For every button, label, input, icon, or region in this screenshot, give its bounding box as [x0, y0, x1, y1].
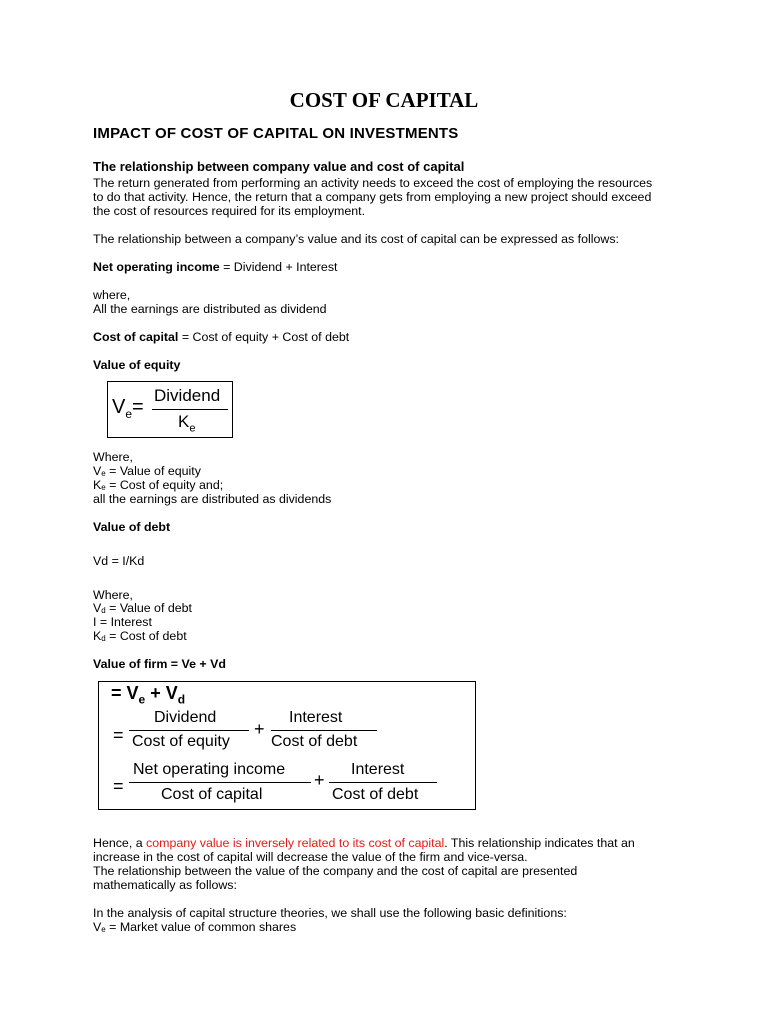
relationship-intro: The relationship between a company’s value and its cost of capital can be expressed as follows: — [93, 232, 619, 246]
value-equity-heading: Value of equity — [93, 358, 181, 372]
hence-line-1: Hence, a company value is inversely related to its cost of capital. This relationship indicates that an — [93, 836, 635, 850]
noi-numerator: Net operating income — [133, 761, 286, 778]
intro-line-2: to do that activity. Hence, the return that a company gets from employing a new project should exceed — [93, 190, 652, 204]
vd-formula: Vd = I/Kd — [93, 554, 145, 568]
intro-line-3: the cost of resources required for its employment. — [93, 204, 366, 218]
def-ve: $V_e$ = Value of equity — [93, 464, 201, 478]
section-heading: IMPACT OF COST OF CAPITAL ON INVESTMENTS — [93, 125, 459, 142]
page-title: COST OF CAPITAL — [289, 88, 479, 112]
interest-numerator-2: Interest — [351, 761, 405, 778]
where-heading: Where, — [93, 450, 133, 464]
hence-line-3: The relationship between the value of the company and the cost of capital are presented — [93, 864, 578, 878]
firm-formula-box — [98, 681, 476, 810]
equals-sign-2: = — [113, 776, 124, 796]
value-firm-heading: Value of firm = Ve + Vd — [93, 657, 226, 671]
coc-rest: = Cost of equity + Cost of debt — [178, 330, 350, 344]
firm-formula-line1: = $V_e + V_d$ — [111, 683, 186, 707]
fraction-bar — [271, 730, 377, 731]
cost-capital-denominator: Cost of capital — [161, 786, 263, 803]
interest-numerator-1: Interest — [289, 709, 343, 726]
def-kd: $K_d$ = Cost of debt — [93, 629, 187, 643]
hence-line-4: mathematically as follows: — [93, 878, 237, 892]
equity-formula-denominator: $K_e$ — [178, 412, 196, 435]
cost-debt-denominator-2: Cost of debt — [332, 786, 419, 803]
def-ke: $K_e$ = Cost of equity and; — [93, 478, 224, 492]
equity-formula-numerator: Dividend — [154, 386, 221, 405]
earnings-dividend-text: All the earnings are distributed as dividend — [93, 302, 327, 316]
intro-line-1: The return generated from performing an activity needs to exceed the cost of employing the resources — [93, 176, 653, 190]
where-text: where, — [93, 288, 131, 302]
earnings-dividends-text: all the earnings are distributed as dividends — [93, 492, 332, 506]
def-vd: $V_d$ = Value of debt — [93, 601, 192, 615]
equity-formula-lhs: $V_e=$ — [112, 396, 144, 421]
fraction-bar — [129, 782, 311, 783]
dividend-numerator: Dividend — [154, 709, 217, 726]
cost-debt-denominator-1: Cost of debt — [271, 733, 358, 750]
emphasis-text: company value is inversely related to its cost of capital — [146, 836, 445, 850]
coc-label: Cost of capital — [93, 330, 179, 344]
cost-equity-denominator: Cost of equity — [132, 733, 230, 750]
def-i: I = Interest — [93, 615, 152, 629]
coc-line — [93, 330, 349, 344]
def-market-ve: $V_e$ = Market value of common shares — [93, 920, 297, 934]
noi-label: Net operating income — [93, 260, 220, 274]
value-debt-heading: Value of debt — [93, 520, 171, 534]
noi-rest: = Dividend + Interest — [219, 260, 338, 274]
fraction-bar — [129, 730, 249, 731]
fraction-bar — [152, 409, 228, 410]
hence-line-2: increase in the cost of capital will decrease the value of the firm and vice-versa. — [93, 850, 528, 864]
where-heading-2: Where, — [93, 588, 133, 602]
plus-sign-1: + — [254, 719, 265, 739]
equals-sign-1: = — [113, 725, 124, 745]
plus-sign-2: + — [314, 770, 325, 790]
noi-line — [93, 260, 337, 274]
fraction-bar — [329, 782, 437, 783]
analysis-intro: In the analysis of capital structure theories, we shall use the following basic definitions: — [93, 906, 567, 920]
equity-formula-box — [107, 381, 233, 438]
subheading: The relationship between company value and cost of capital — [93, 159, 465, 174]
